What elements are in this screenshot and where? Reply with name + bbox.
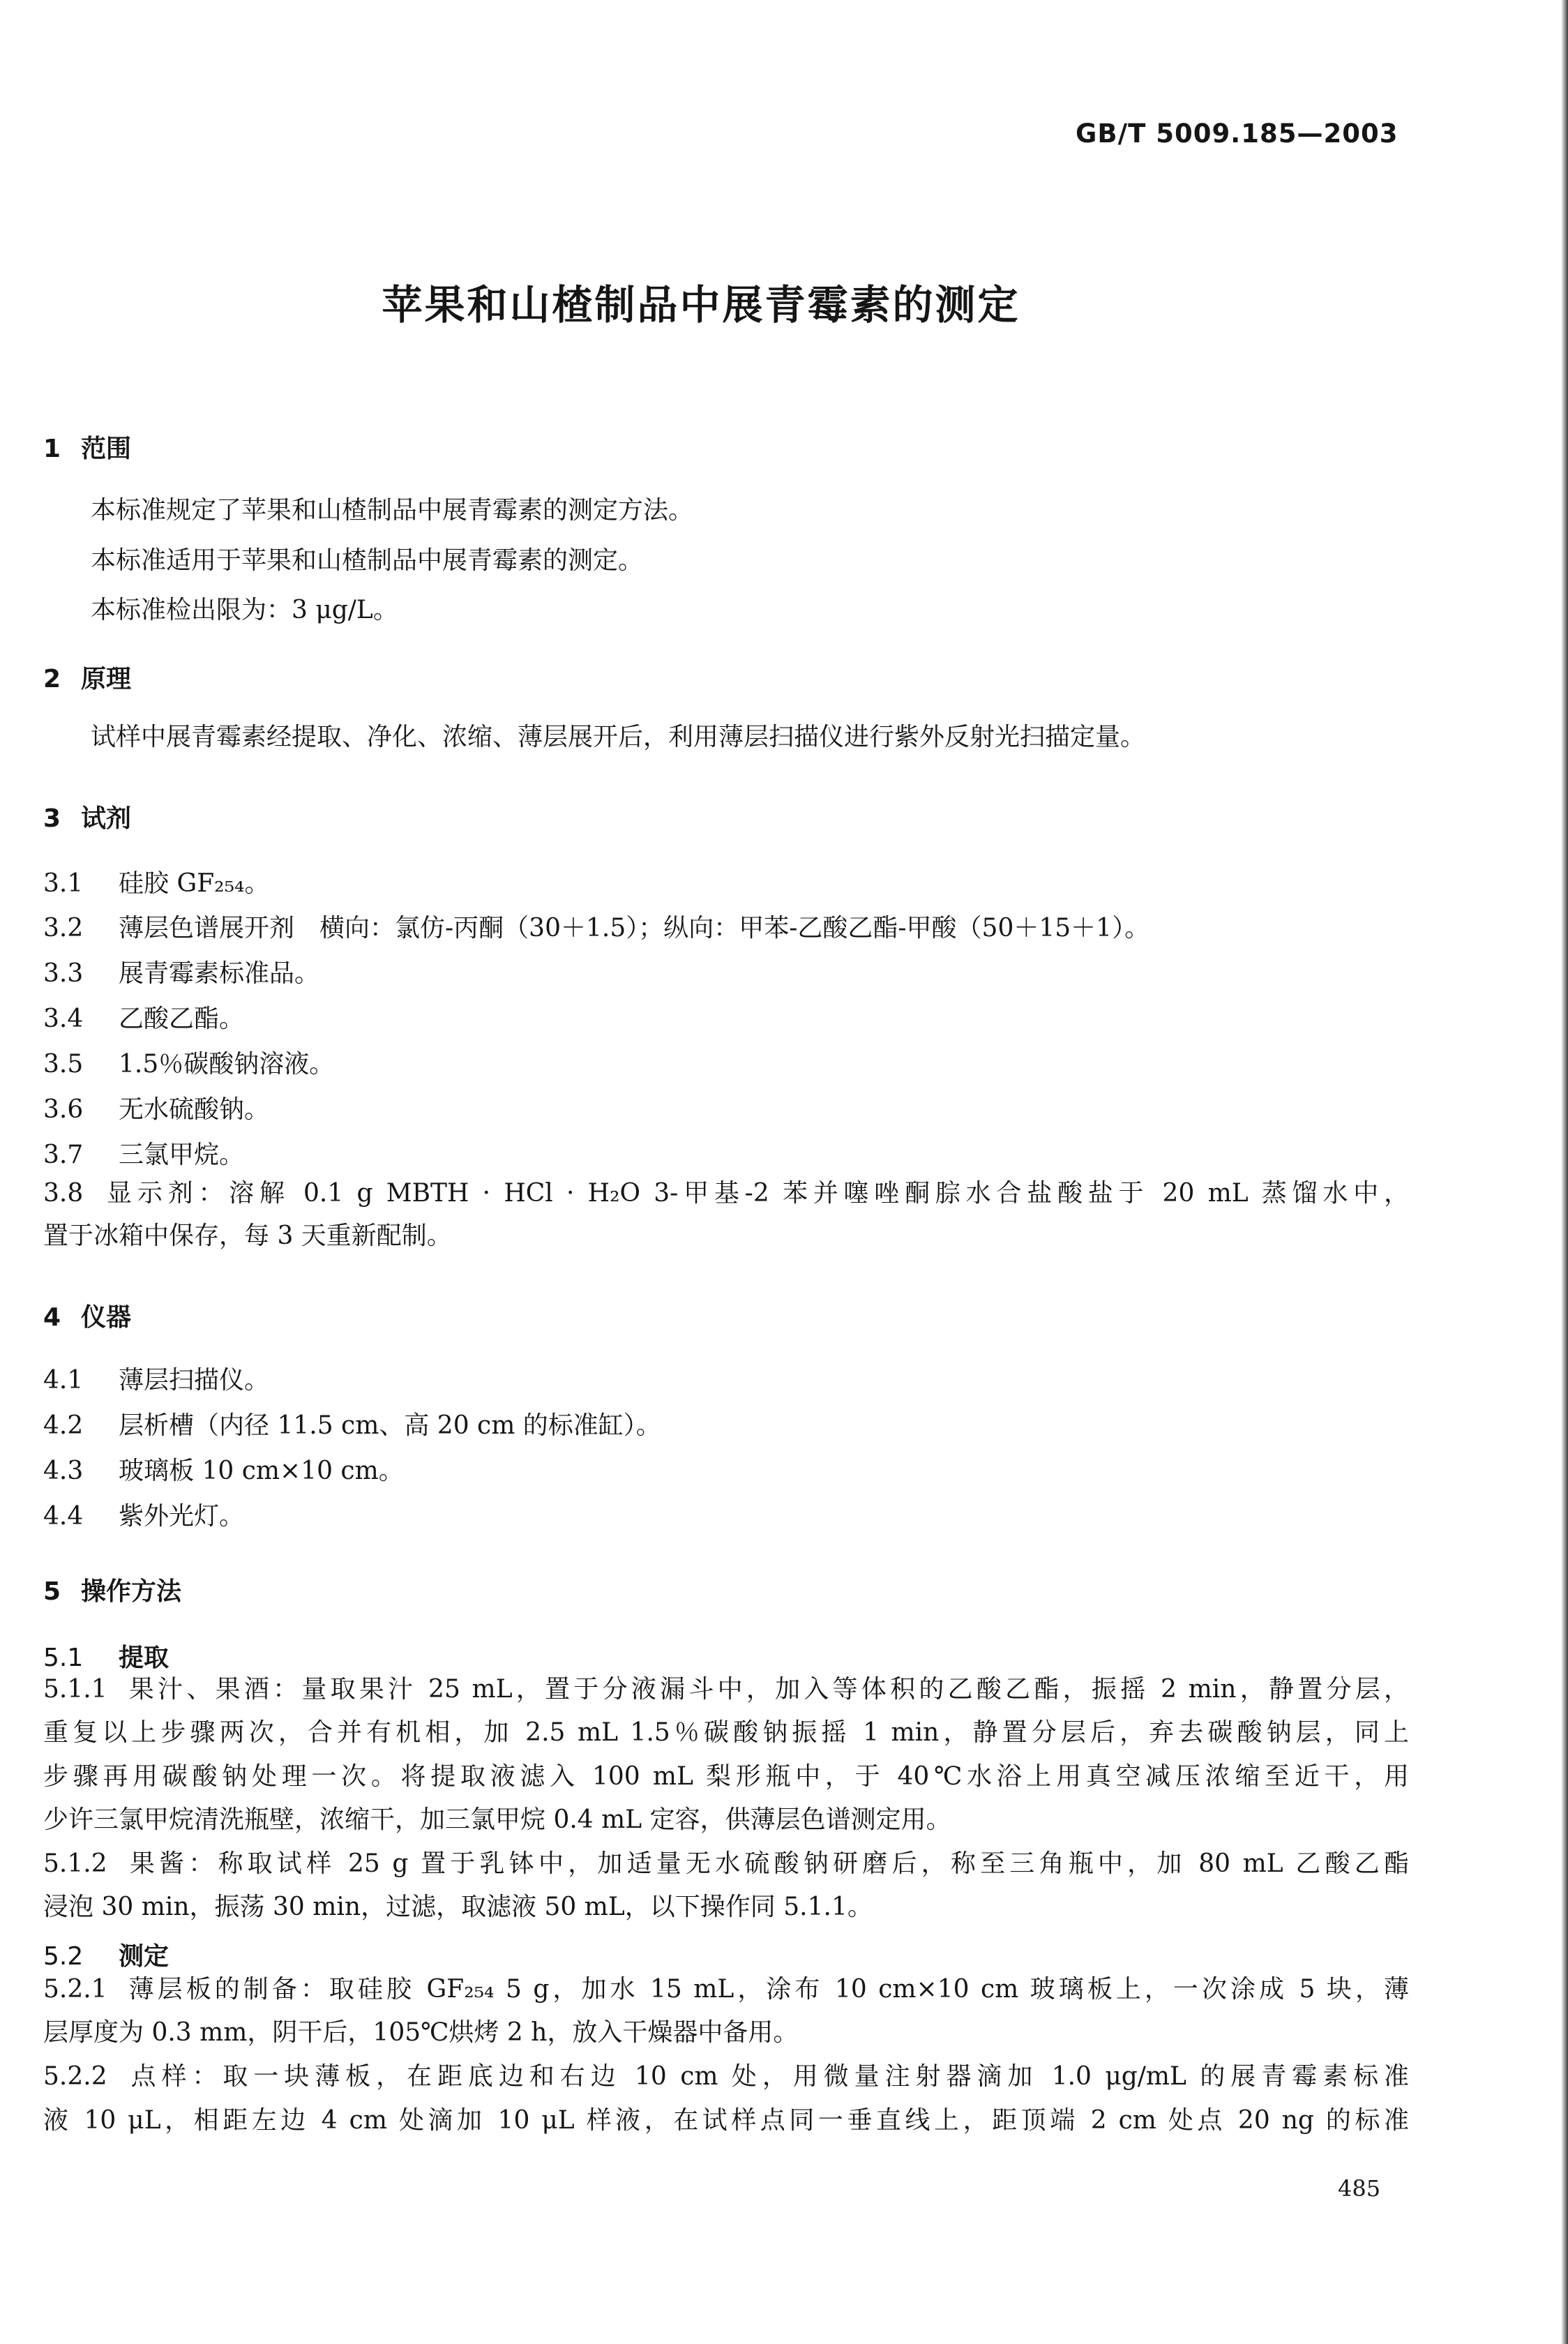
item-text: 硅胶 GF₂₅₄。 — [119, 869, 270, 898]
section-5-heading — [43, 1572, 181, 1607]
item-number: 3.2 — [43, 914, 84, 942]
paragraph: 本标准规定了苹果和山楂制品中展青霉素的测定方法。 — [91, 496, 694, 525]
item-number: 3.8 — [43, 1179, 84, 1208]
item-number: 4.2 — [43, 1411, 84, 1440]
item-text: 1.5％碳酸钠溶液。 — [119, 1050, 335, 1079]
list-item-3-8-cont — [43, 1215, 1409, 1257]
item-text: 玻璃板 10 cm×10 cm。 — [119, 1457, 404, 1485]
section-2-heading — [43, 659, 131, 695]
list-item — [43, 999, 1410, 1035]
list-item — [43, 1496, 1410, 1532]
section-number: 3 — [43, 804, 61, 833]
paragraph-5-1-1-line: 重复以上步骤两次，合并有机相，加 2.5 mL 1.5％碳酸钠振摇 1 min，静置分层后，弃去碳酸钠层，同上 — [43, 1718, 1409, 1747]
clause-text: 果酱：称取试样 25 g 置于乳钵中，加适量无水硫酸钠研磨后，称至三角瓶中，加 80 mL 乙酸乙酯 — [125, 1849, 1409, 1878]
list-item — [43, 1360, 1410, 1396]
item-number: 3.7 — [43, 1141, 84, 1169]
paragraph-5-1-1-line: 少许三氯甲烷清洗瓶壁，浓缩干，加三氯甲烷 0.4 mL 定容，供薄层色谱测定用。 — [43, 1805, 951, 1834]
standard-code: GB/T 5009.185—2003 — [1076, 119, 1399, 149]
list-item — [43, 908, 1410, 944]
item-text: 紫外光灯。 — [119, 1502, 245, 1531]
scan-edge-shadow — [1561, 0, 1568, 2344]
list-item — [43, 1090, 1410, 1125]
section-number: 4 — [43, 1303, 61, 1332]
list-item — [43, 1044, 1410, 1080]
item-text: 层析槽（内径 11.5 cm、高 20 cm 的标准缸）。 — [119, 1411, 661, 1440]
section-title: 原理 — [81, 665, 132, 693]
item-number: 3.4 — [43, 1005, 84, 1033]
page-number: 485 — [1338, 2175, 1381, 2202]
item-text: 薄层色谱展开剂 横向：氯仿-丙酮（30＋1.5）；纵向：甲苯-乙酸乙酯-甲酸（50＋15＋1）。 — [119, 914, 1150, 942]
clause-text: 果汁、果酒：量取果汁 25 mL，置于分液漏斗中，加入等体积的乙酸乙酯，振摇 2 min，静置分层， — [125, 1675, 1409, 1704]
item-number: 3.5 — [43, 1050, 84, 1079]
section-4-heading — [43, 1298, 131, 1333]
section-number: 1 — [43, 435, 61, 463]
paragraph-5-2-2-line — [43, 2055, 1409, 2098]
clause-number: 5.2.1 — [43, 1975, 107, 2004]
item-number: 3.3 — [43, 959, 84, 988]
section-title: 范围 — [81, 435, 132, 463]
paragraph-5-2-1-line — [43, 1968, 1409, 2011]
item-text: 置于冰箱中保存，每 3 天重新配制。 — [43, 1222, 452, 1250]
item-text: 乙酸乙酯。 — [119, 1005, 245, 1033]
paragraph: 试样中展青霉素经提取、净化、浓缩、薄层展开后，利用薄层扫描仪进行紫外反射光扫描定量。 — [91, 723, 1146, 751]
item-text: 显示剂：溶解 0.1 g MBTH · HCl · H₂O 3-甲基-2 苯并噻唑酮腙水合盐酸盐于 20 mL 蒸馏水中， — [101, 1179, 1409, 1208]
section-number: 2 — [43, 665, 61, 693]
paragraph-5-1-2-line — [43, 1842, 1409, 1885]
item-number: 4.3 — [43, 1457, 84, 1485]
item-number: 4.4 — [43, 1502, 84, 1531]
clause-text: 薄层板的制备：取硅胶 GF₂₅₄ 5 g，加水 15 mL，涂布 10 cm×10 cm 玻璃板上，一次涂成 5 块，薄 — [125, 1975, 1409, 2004]
subsection-title: 提取 — [119, 1644, 169, 1672]
list-item — [43, 1406, 1410, 1441]
item-text: 薄层扫描仪。 — [119, 1366, 270, 1395]
item-number: 4.1 — [43, 1366, 84, 1395]
item-number: 3.6 — [43, 1095, 84, 1124]
clause-number: 5.2.2 — [43, 2062, 107, 2091]
clause-text: 点样：取一块薄板，在距底边和右边 10 cm 处，用微量注射器滴加 1.0 μg/mL 的展青霉素标准 — [125, 2062, 1409, 2091]
list-item — [43, 1135, 1410, 1171]
section-3-heading — [43, 799, 131, 834]
subsection-number: 5.2 — [43, 1942, 84, 1971]
section-title: 试剂 — [81, 804, 132, 833]
list-item — [43, 954, 1410, 989]
clause-number: 5.1.2 — [43, 1849, 107, 1878]
paragraph: 本标准适用于苹果和山楂制品中展青霉素的测定。 — [91, 546, 644, 575]
paragraph-5-1-1-line: 步骤再用碳酸钠处理一次。将提取液滤入 100 mL 梨形瓶中，于 40℃水浴上用真空减压浓缩至近干，用 — [43, 1762, 1409, 1791]
page-title: 苹果和山楂制品中展青霉素的测定 — [382, 281, 1020, 329]
section-number: 5 — [43, 1577, 61, 1606]
paragraph-5-2-2-line: 液 10 μL，相距左边 4 cm 处滴加 10 μL 样液，在试样点同一垂直线上，距顶端 2 cm 处点 20 ng 的标准 — [43, 2106, 1409, 2135]
section-title: 仪器 — [81, 1303, 132, 1332]
subsection-title: 测定 — [119, 1942, 169, 1971]
list-item-3-8 — [43, 1172, 1409, 1215]
item-text: 三氯甲烷。 — [119, 1141, 245, 1169]
item-number: 3.1 — [43, 869, 84, 898]
section-1-heading — [43, 429, 131, 465]
item-line — [43, 1179, 1409, 1208]
subsection-5-2-heading — [43, 1937, 169, 1972]
paragraph: 本标准检出限为：3 μg/L。 — [91, 596, 398, 624]
section-title: 操作方法 — [81, 1577, 182, 1606]
paragraph-5-1-1-line — [43, 1668, 1409, 1711]
paragraph-5-1-2-line: 浸泡 30 min，振荡 30 min，过滤，取滤液 50 mL，以下操作同 5.1.1。 — [43, 1893, 873, 1921]
list-item — [43, 1451, 1410, 1487]
item-text: 展青霉素标准品。 — [119, 959, 320, 988]
clause-number: 5.1.1 — [43, 1675, 107, 1704]
item-text: 无水硫酸钠。 — [119, 1095, 270, 1124]
subsection-number: 5.1 — [43, 1644, 84, 1672]
list-item — [43, 864, 1410, 899]
paragraph-5-2-1-line: 层厚度为 0.3 mm，阴干后，105℃烘烤 2 h，放入干燥器中备用。 — [43, 2018, 799, 2047]
